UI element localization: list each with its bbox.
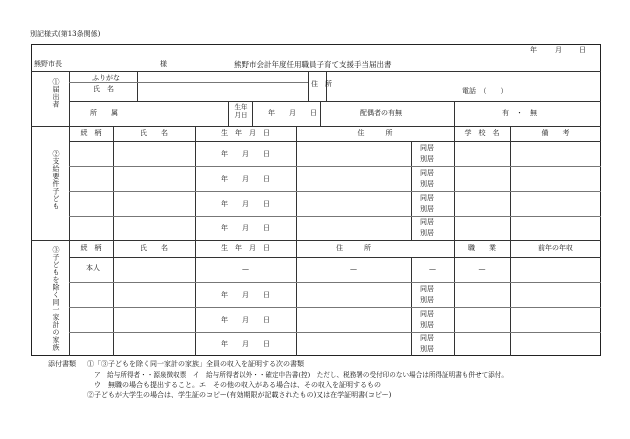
addressee: 熊野市長	[34, 60, 62, 68]
s2-header-birth: 生 年 月 日	[221, 129, 270, 137]
s2-row-cohab[interactable]: 同居	[420, 218, 434, 226]
s3-self-address-dash: —	[350, 265, 357, 273]
s3-row-cohab[interactable]: 同居	[420, 285, 434, 293]
s2-header-name: 氏 名	[140, 129, 168, 137]
s2-row-cohab[interactable]: 同居	[420, 169, 434, 177]
s3-header-name: 氏 名	[140, 244, 168, 252]
s3-row-cohab[interactable]: 同居	[420, 334, 434, 342]
name-label: 氏 名	[93, 85, 114, 93]
furigana-input[interactable]	[139, 73, 307, 81]
s2-header-address: 住 所	[357, 129, 393, 137]
attachments-label: 添付書類	[48, 360, 76, 368]
address-input[interactable]	[330, 73, 600, 99]
s2-row-separate[interactable]: 別居	[420, 155, 434, 163]
form-label: 別記様式(第13条関係)	[30, 30, 101, 38]
s3-row-separate[interactable]: 別居	[420, 321, 434, 329]
spouse-label: 配偶者の有無	[360, 109, 402, 117]
s2-header-relation: 続 柄	[80, 129, 102, 137]
section2-label: ②支給要件子ども	[52, 150, 60, 210]
s3-row-cohab[interactable]: 同居	[420, 310, 434, 318]
attachments-line2: ア 給与所得者・・源泉徴収票 イ 給与所得者以外・・確定申告書(控) ただし、税務署の受付印のない場合は所得証明書も併せて添付。	[94, 371, 508, 379]
document-title: 熊野市会計年度任用職員子育て支援手当届出書	[234, 60, 392, 69]
date-year: 年	[530, 46, 537, 54]
s2-row-separate[interactable]: 別居	[420, 229, 434, 237]
s3-row-date[interactable]: 年 月 日	[221, 316, 270, 324]
s2-row-separate[interactable]: 別居	[420, 180, 434, 188]
s2-row-date[interactable]: 年 月 日	[221, 224, 270, 232]
s3-header-occupation: 職 業	[468, 244, 496, 252]
s2-row-date[interactable]: 年 月 日	[221, 175, 270, 183]
s3-header-birth: 生 年 月 日	[221, 244, 270, 252]
spouse-choice[interactable]: 有 ・ 無	[502, 109, 537, 117]
s2-row-cohab[interactable]: 同居	[420, 194, 434, 202]
address-label: 住 所	[311, 80, 332, 88]
name-input[interactable]	[139, 84, 307, 100]
s2-header-notes: 備 考	[541, 129, 570, 137]
s3-header-relation: 続 柄	[80, 244, 102, 252]
s2-row-separate[interactable]: 別居	[420, 205, 434, 213]
honorific: 様	[160, 60, 167, 68]
date-month: 月	[555, 46, 562, 54]
section3-label: ③子どもを除く同一家計の家族	[52, 246, 60, 351]
s3-self-relation: 本人	[86, 264, 100, 272]
section1-label: ①届出者	[52, 78, 60, 108]
affiliation-input[interactable]	[140, 103, 226, 124]
attachments-line4: ②子どもが大学生の場合は、学生証のコピー(有効期限が記載されたもの)又は在学証明書(コピー)	[87, 391, 392, 399]
s3-header-income: 前年の年収	[538, 244, 573, 252]
s3-header-address: 住 所	[336, 244, 371, 252]
s3-row-separate[interactable]: 別居	[420, 345, 434, 353]
s2-row-date[interactable]: 年 月 日	[221, 200, 270, 208]
birth-label: 生年月日	[234, 103, 248, 119]
attachments-line1: ①「③子どもを除く同一家計の家族」全員の収入を証明する次の書類	[87, 360, 304, 368]
attachments-line3: ウ 無職の場合も提出すること。エ その他の収入がある場合は、その収入を証明するもの	[94, 381, 381, 389]
s3-self-birth-dash: —	[242, 265, 249, 273]
phone-label: 電話 （ ）	[462, 87, 508, 95]
affiliation-label: 所 属	[90, 109, 118, 117]
furigana-label: ふりがな	[92, 74, 120, 82]
date-day: 日	[579, 46, 586, 54]
s2-header-school: 学 校 名	[464, 129, 500, 137]
s3-self-cohab-dash: —	[429, 265, 436, 273]
s2-row-cohab[interactable]: 同居	[420, 144, 434, 152]
birth-date[interactable]: 年 月 日	[268, 109, 317, 117]
s2-row-date[interactable]: 年 月 日	[221, 150, 270, 158]
s3-row-separate[interactable]: 別居	[420, 296, 434, 304]
s3-row-date[interactable]: 年 月 日	[221, 340, 270, 348]
s3-row-date[interactable]: 年 月 日	[221, 291, 270, 299]
s3-self-occupation-dash: —	[478, 265, 486, 273]
